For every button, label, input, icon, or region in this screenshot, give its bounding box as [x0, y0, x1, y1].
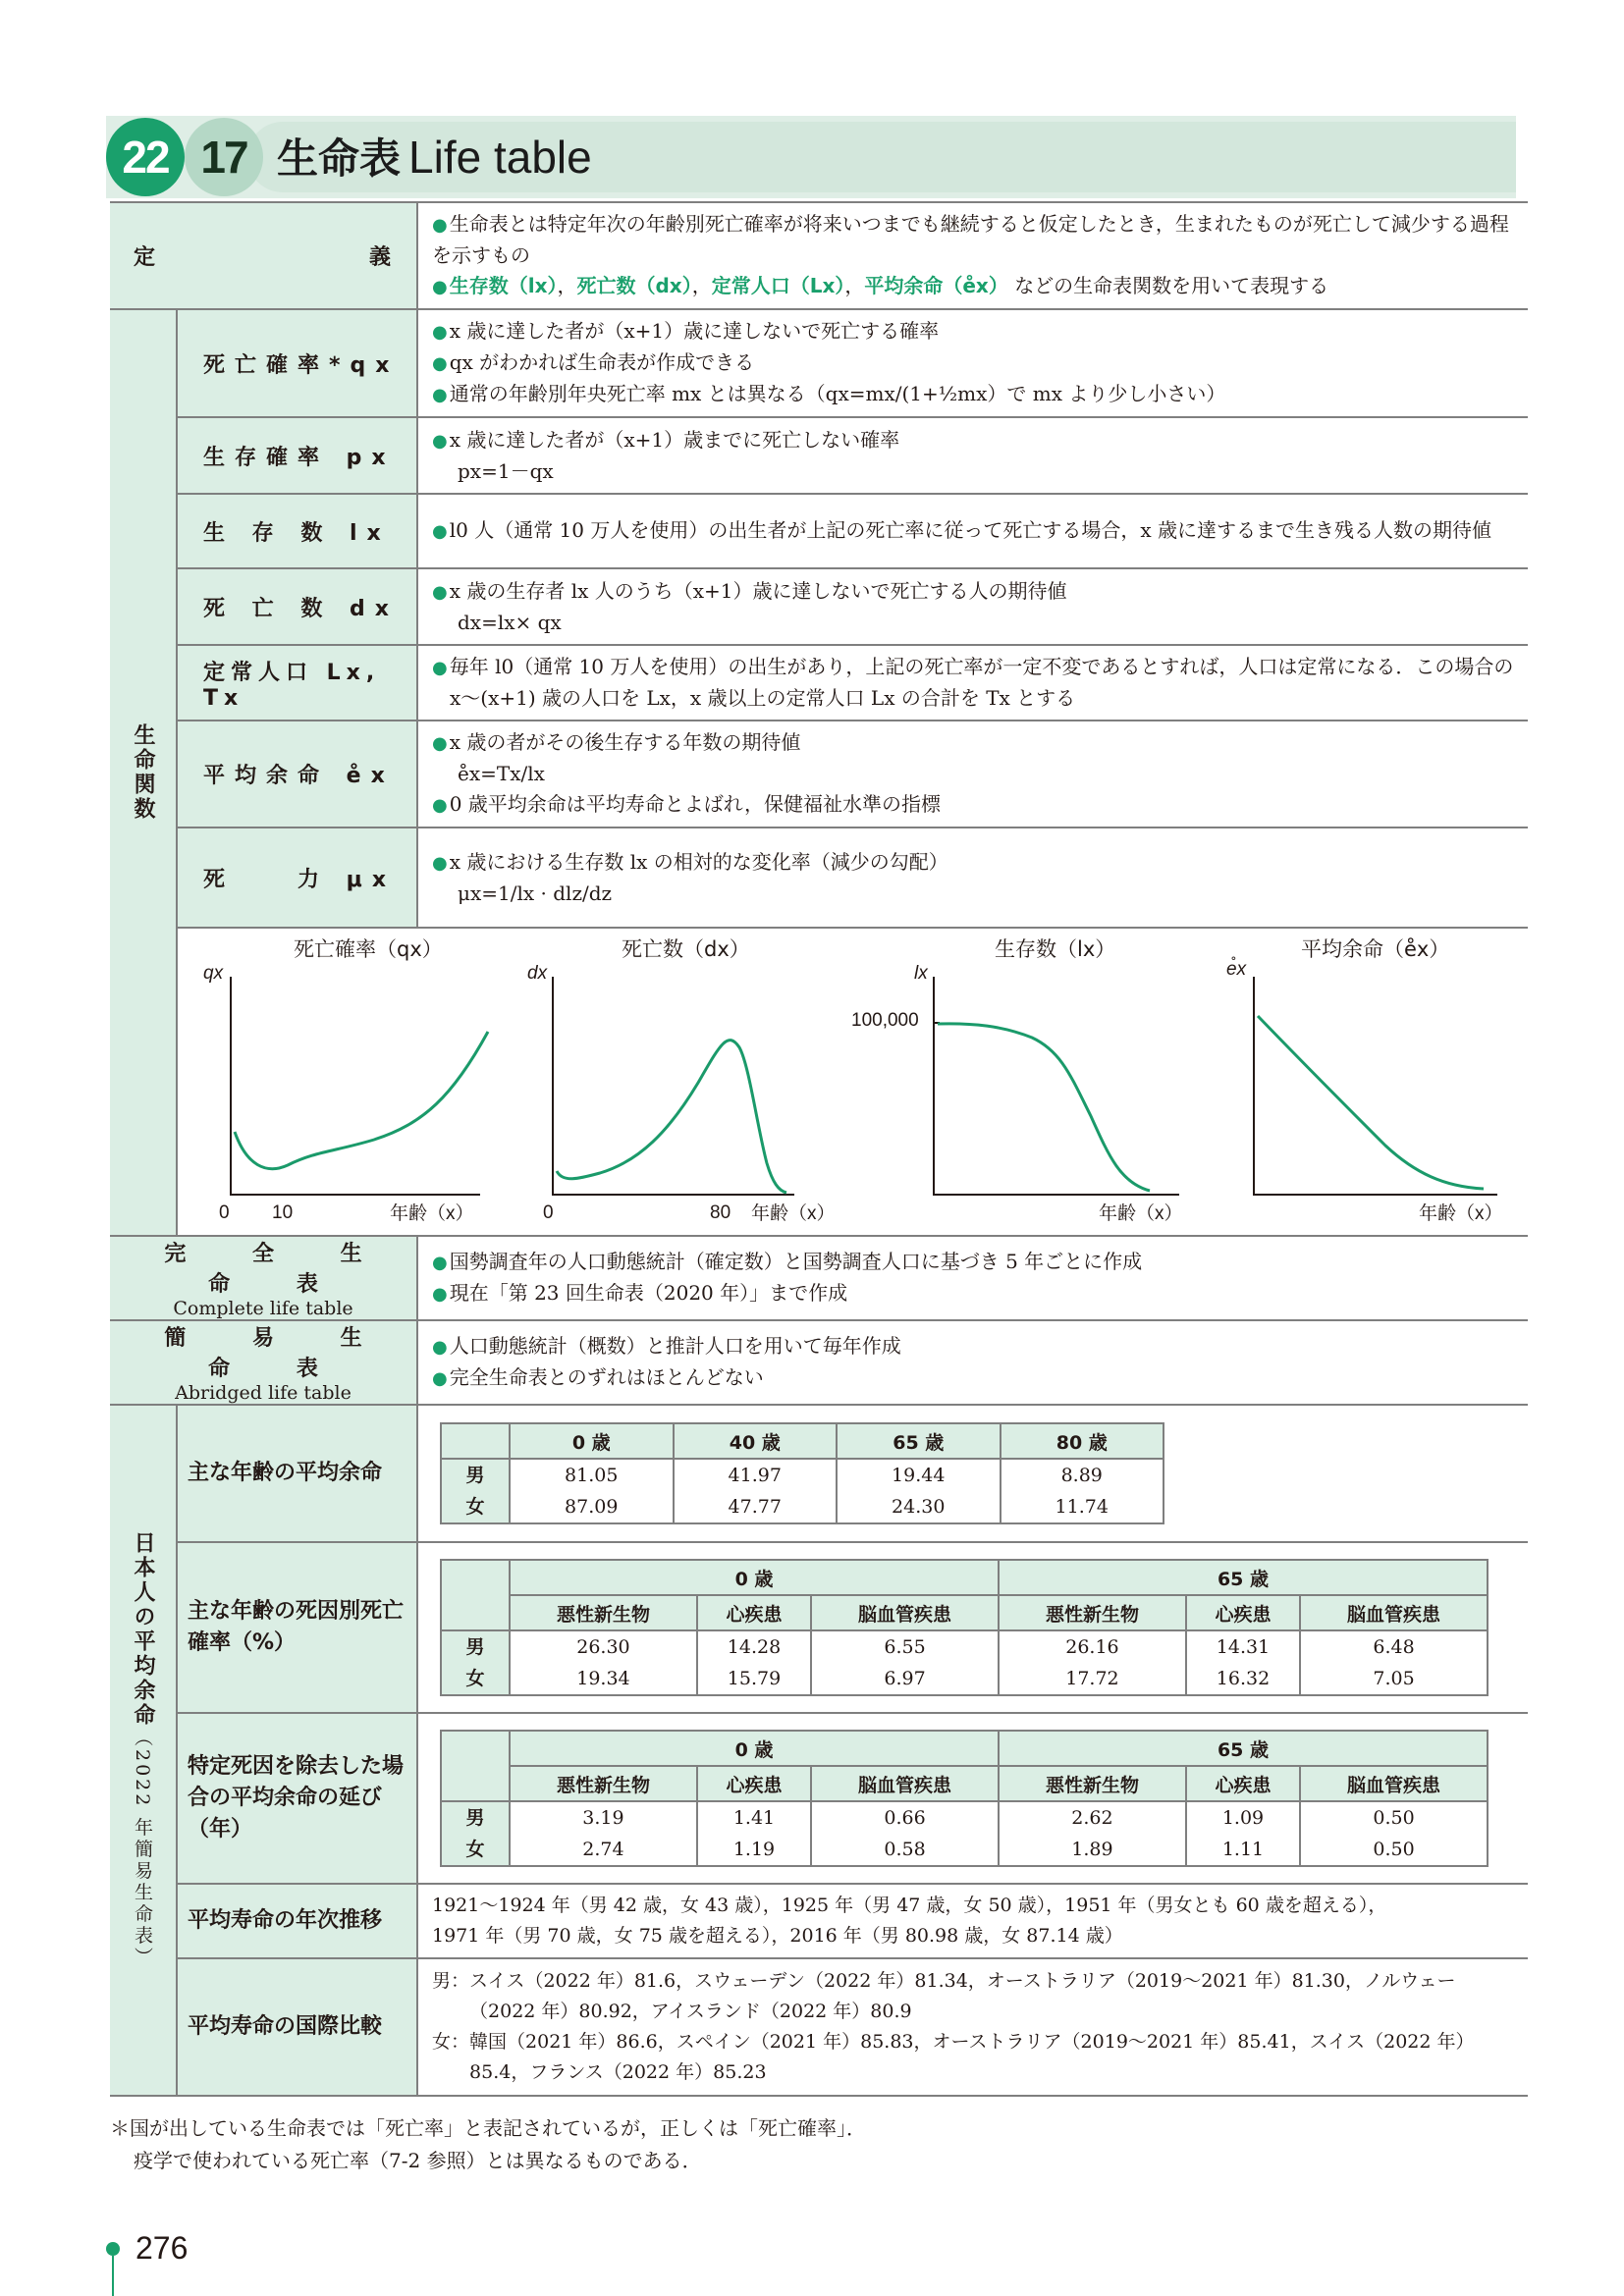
removed-h2: 脳血管疾患 [811, 1766, 999, 1801]
cause-corner [441, 1560, 510, 1630]
complete-line1: 国勢調査年の人口動態統計（確定数）と国勢調査人口に基づき 5 年ごとに作成 [449, 1250, 1143, 1273]
label-mu: 死 力 μx [177, 828, 417, 928]
page-number: 276 [135, 2230, 189, 2266]
graph3-ylabel: lx [914, 963, 928, 984]
cause-v4: 14.31 16.32 [1186, 1630, 1300, 1695]
function-row-mu [110, 828, 1528, 928]
ex-line1: x 歳の者がその後生存する年数の期待値 [449, 730, 801, 754]
ex-formula: e̊x=Tx/lx [458, 762, 545, 785]
graph1-tick-10: 10 [272, 1202, 294, 1223]
cause-v0: 26.30 19.34 [510, 1630, 697, 1695]
term-deaths: 死亡数（dx） [576, 274, 692, 297]
removed-v0: 3.19 2.74 [510, 1801, 697, 1866]
chapter-badge: 22 [106, 118, 185, 196]
function-row-dx [110, 568, 1528, 645]
graph4-axes [1254, 977, 1497, 1195]
mu-formula: μx=1/lx · dlz/dz [458, 881, 613, 905]
graphs-area [178, 930, 1528, 1234]
jp-cause-row [110, 1542, 1528, 1713]
cause-h3: 悪性新生物 [999, 1595, 1186, 1630]
trend-content [417, 1884, 1528, 1958]
life-exp-age40: 41.97 47.77 [674, 1459, 838, 1523]
function-row-px [110, 417, 1528, 494]
graph3-title: 生存数（lx） [995, 937, 1116, 961]
intl-male: 男： スイス（2022 年）81.6，スウェーデン（2022 年）81.34，オーストラリア（2019～2021 年）81.30，ノルウェー（2022 年）80.92，アイスランド（2022 年）80.9 [432, 1970, 1456, 2022]
term-survivors: 生存数（lx） [449, 274, 558, 297]
label-px: 生存確率 px [177, 417, 417, 494]
graph1-axes [231, 977, 480, 1195]
cause-h4: 心疾患 [1186, 1595, 1300, 1630]
complete-table-content: ● 国勢調査年の人口動態統計（確定数）と国勢調査人口に基づき 5 年ごとに作成 ● 現在「第 23 回生命表（2020 年）」まで作成 [417, 1236, 1528, 1320]
jp-life-exp-row [110, 1405, 1528, 1542]
jp-removed-row [110, 1713, 1528, 1884]
category-japanese-main: 日本人の平均余命 [131, 1531, 155, 1729]
qx-line3: 通常の年齢別年央死亡率 mx とは異なる（qx=mx/(1+½mx）で mx より少し小さい） [449, 382, 1226, 405]
definition-label: 定 義 [110, 202, 417, 309]
ex-line2: 0 歳平均余命は平均寿命とよばれ，保健福祉水準の指標 [449, 792, 942, 816]
graph2-tick-80: 80 [710, 1202, 731, 1223]
content-mu: ● x 歳における生存数 lx の相対的な変化率（減少の勾配） μx=1/lx · dlz/dz [417, 828, 1528, 928]
content-Lx: ● 毎年 l0（通常 10 万人を使用）の出生があり，上記の死亡率が一定不変であるとすれば，人口は定常になる．この場合の x～(x+1) 歳の人口を Lx，x 歳以上の定常人口 Lx の合計を Tx とする [417, 645, 1528, 721]
life-exp-h1: 40 歳 [674, 1423, 838, 1459]
removed-age65: 65 歳 [999, 1731, 1488, 1766]
cause-h0: 悪性新生物 [510, 1595, 697, 1630]
page-title [277, 126, 592, 190]
abridged-table-label-en: Abridged life table [175, 1382, 352, 1404]
graph3-xlabel: 年齢（x） [1099, 1203, 1183, 1224]
graph1-ylabel: qx [203, 963, 224, 984]
jp-intl-row [110, 1958, 1528, 2096]
intl-content [417, 1958, 1528, 2096]
removed-v3: 2.62 1.89 [999, 1801, 1186, 1866]
dx-line1: x 歳の生存者 lx 人のうち（x+1）歳に達しないで死亡する人の期待値 [449, 578, 1067, 603]
graph1-title: 死亡確率（qx） [294, 937, 443, 961]
cause-v1: 14.28 15.79 [697, 1630, 811, 1695]
removed-v1: 1.41 1.19 [697, 1801, 811, 1866]
graph2-tick-0: 0 [543, 1202, 554, 1223]
graph1-tick-0: 0 [219, 1202, 230, 1223]
trend-line2: 1971 年（男 70 歳，女 75 歳を超える），2016 年（男 80.98 歳，女 87.14 歳） [432, 1925, 1123, 1947]
function-row-qx [110, 309, 1528, 417]
qx-line2: qx がわかれば生命表が作成できる [449, 350, 755, 374]
graph4-title: 平均余命（e̊x） [1301, 937, 1450, 961]
function-row-lx [110, 494, 1528, 568]
label-qx: 死亡確率*qx [177, 309, 417, 417]
graph3-axes [934, 977, 1179, 1195]
removed-v5: 0.50 0.50 [1300, 1801, 1488, 1866]
cause-h5: 脳血管疾患 [1300, 1595, 1488, 1630]
graph2-curve [557, 1041, 786, 1193]
definition-row [110, 202, 1528, 309]
removed-v4: 1.09 1.11 [1186, 1801, 1300, 1866]
Lx-line1: 毎年 l0（通常 10 万人を使用）の出生があり，上記の死亡率が一定不変であるとすれば，人口は定常になる．この場合の x～(x+1) 歳の人口を Lx，x 歳以上の定常人口 Lx の合計を Tx とする [449, 655, 1514, 710]
abridged-table-label [110, 1320, 417, 1405]
complete-table-label-en: Complete life table [173, 1298, 353, 1319]
graphs-svg [178, 930, 1592, 1234]
removed-h5: 脳血管疾患 [1300, 1766, 1488, 1801]
life-exp-h3: 80 歳 [1001, 1423, 1164, 1459]
life-table-summary [110, 201, 1528, 2097]
dx-formula: dx=lx× qx [458, 610, 562, 634]
content-lx: ● l0 人（通常 10 万人を使用）の出生者が上記の死亡率に従って死亡する場合，x 歳に達するまで生き残る人数の期待値 [417, 494, 1528, 568]
life-exp-h2: 65 歳 [837, 1423, 1001, 1459]
label-intl: 平均寿命の国際比較 [177, 1958, 417, 2096]
category-japanese [110, 1405, 177, 2096]
graph3-ytick: 100,000 [851, 1010, 919, 1031]
removed-age0: 0 歳 [510, 1731, 999, 1766]
removed-sex: 男 女 [441, 1801, 510, 1866]
cause-v3: 26.16 17.72 [999, 1630, 1186, 1695]
removed-table-cell [417, 1713, 1528, 1884]
cause-v2: 6.55 6.97 [811, 1630, 999, 1695]
definition-line2: などの生命表関数を用いて表現する [1014, 274, 1329, 297]
intl-female: 女： 韓国（2021 年）86.6，スペイン（2021 年）85.83，オーストラリア（2019～2021 年）85.41，スイス（2022 年）85.4，フランス（2022 年）85.23 [432, 2031, 1475, 2083]
abridged-table-content: ● 人口動態統計（概数）と推計人口を用いて毎年作成 ● 完全生命表とのずれはほとんどない [417, 1320, 1528, 1405]
cause-h1: 心疾患 [697, 1595, 811, 1630]
content-px: ● x 歳に達した者が（x+1）歳までに死亡しない確率 px=1－qx [417, 417, 1528, 494]
life-exp-age80: 8.89 11.74 [1001, 1459, 1164, 1523]
removed-h1: 心疾患 [697, 1766, 811, 1801]
graph2-axes [553, 977, 794, 1195]
life-exp-sex: 男 女 [441, 1459, 510, 1523]
life-exp-h0: 0 歳 [510, 1423, 674, 1459]
page-dot [106, 2242, 120, 2256]
graph2-ylabel: dx [527, 963, 548, 984]
removed-table [440, 1730, 1489, 1867]
graphs-row [110, 928, 1528, 1236]
cause-table [440, 1559, 1489, 1696]
term-expectancy: 平均余命（e̊x） [864, 274, 1008, 297]
complete-table-row [110, 1236, 1528, 1320]
title-ja: 生命表 [277, 134, 402, 183]
life-exp-table [440, 1422, 1164, 1524]
px-formula: px=1－qx [458, 458, 554, 483]
cause-h2: 脳血管疾患 [811, 1595, 999, 1630]
removed-h3: 悪性新生物 [999, 1766, 1186, 1801]
category-japanese-sub: （2022 年簡易生命表） [132, 1728, 153, 1969]
label-cause: 主な年齢の死因別死亡確率（%） [177, 1542, 417, 1713]
footnote-line2: 疫学で使われている死亡率（7-2 参照）とは異なるものである． [134, 2149, 702, 2172]
abridged-table-label-ja: 簡 易 生 命 表 [164, 1326, 392, 1381]
graph1-xlabel: 年齢（x） [390, 1203, 474, 1224]
label-ex: 平均余命 e̊x [177, 721, 417, 828]
qx-line1: x 歳に達した者が（x+1）歳に達しないで死亡する確率 [449, 319, 940, 343]
life-exp-corner [441, 1423, 510, 1459]
mu-line1: x 歳における生存数 lx の相対的な変化率（減少の勾配） [449, 849, 948, 874]
label-Lx: 定常人口 Lx, Tx [177, 645, 417, 721]
label-life-exp: 主な年齢の平均余命 [177, 1405, 417, 1542]
graph2-title: 死亡数（dx） [622, 937, 750, 961]
graphs-cell [177, 928, 1528, 1236]
jp-trend-row [110, 1884, 1528, 1958]
footnote [110, 2112, 866, 2177]
cause-age65: 65 歳 [999, 1560, 1488, 1595]
complete-table-label-ja: 完 全 生 命 表 [164, 1242, 392, 1297]
life-exp-age65: 19.44 24.30 [837, 1459, 1001, 1523]
section-badge: 17 [185, 118, 263, 196]
px-line1: x 歳に達した者が（x+1）歳までに死亡しない確率 [449, 427, 900, 452]
label-dx: 死 亡 数 dx [177, 568, 417, 645]
graph4-curve [1258, 1016, 1484, 1189]
lx-line1: l0 人（通常 10 万人を使用）の出生者が上記の死亡率に従って死亡する場合，x 歳に達するまで生き残る人数の期待値 [449, 518, 1491, 542]
removed-h0: 悪性新生物 [510, 1766, 697, 1801]
cause-v5: 6.48 7.05 [1300, 1630, 1488, 1695]
label-removed: 特定死因を除去した場合の平均余命の延び（年） [177, 1713, 417, 1884]
term-stationary: 定常人口（Lx） [711, 274, 845, 297]
content-dx: ● x 歳の生存者 lx 人のうち（x+1）歳に達しないで死亡する人の期待値 dx=lx× qx [417, 568, 1528, 645]
definition-line1: 生命表とは特定年次の年齢別死亡確率が将来いつまでも継続すると仮定したとき，生まれたものが死亡して減少する過程を示すもの [432, 212, 1509, 267]
graph3-curve [938, 1024, 1150, 1191]
removed-v2: 0.66 0.58 [811, 1801, 999, 1866]
page-line [112, 2256, 114, 2296]
removed-h4: 心疾患 [1186, 1766, 1300, 1801]
trend-line1: 1921～1924 年（男 42 歳，女 43 歳），1925 年（男 47 歳，女 50 歳），1951 年（男女とも 60 歳を超える）， [432, 1895, 1387, 1916]
graph1-curve [235, 1032, 488, 1169]
function-row-ex [110, 721, 1528, 828]
content-qx: ● x 歳に達した者が（x+1）歳に達しないで死亡する確率 ● qx がわかれば生命表が作成できる ● 通常の年齢別年央死亡率 mx とは異なる（qx=mx/(1+½mx）で mx より少し小さい） [417, 309, 1528, 417]
label-trend: 平均寿命の年次推移 [177, 1884, 417, 1958]
content-ex: ● x 歳の者がその後生存する年数の期待値 e̊x=Tx/lx ● 0 歳平均余命は平均寿命とよばれ，保健福祉水準の指標 [417, 721, 1528, 828]
abridged-line1: 人口動態統計（概数）と推計人口を用いて毎年作成 [449, 1334, 901, 1358]
graph2-xlabel: 年齢（x） [751, 1203, 836, 1224]
category-functions: 生命関数 [110, 309, 177, 1236]
label-lx: 生 存 数 lx [177, 494, 417, 568]
removed-corner [441, 1731, 510, 1801]
graph4-ylabel: e̊x [1226, 959, 1247, 980]
cause-table-cell [417, 1542, 1528, 1713]
function-row-Lx [110, 645, 1528, 721]
definition-content: ● 生命表とは特定年次の年齢別死亡確率が将来いつまでも継続すると仮定したとき，生まれたものが死亡して減少する過程を示すもの ● 生存数（lx），死亡数（dx），定常人口（Lx），平均余命（e̊x） などの生命表関数を用いて表現する [417, 202, 1528, 309]
graph4-xlabel: 年齢（x） [1419, 1203, 1503, 1224]
abridged-line2: 完全生命表とのずれはほとんどない [449, 1365, 764, 1389]
complete-table-label [110, 1236, 417, 1320]
abridged-table-row [110, 1320, 1528, 1405]
life-exp-age0: 81.05 87.09 [510, 1459, 674, 1523]
complete-line2: 現在「第 23 回生命表（2020 年）」まで作成 [449, 1281, 848, 1305]
cause-age0: 0 歳 [510, 1560, 999, 1595]
footnote-line1: ＊国が出している生命表では「死亡率」と表記されているが，正しくは「死亡確率」． [110, 2116, 866, 2140]
title-en: Life table [408, 132, 592, 183]
cause-sex: 男 女 [441, 1630, 510, 1695]
life-exp-table-cell [417, 1405, 1528, 1542]
